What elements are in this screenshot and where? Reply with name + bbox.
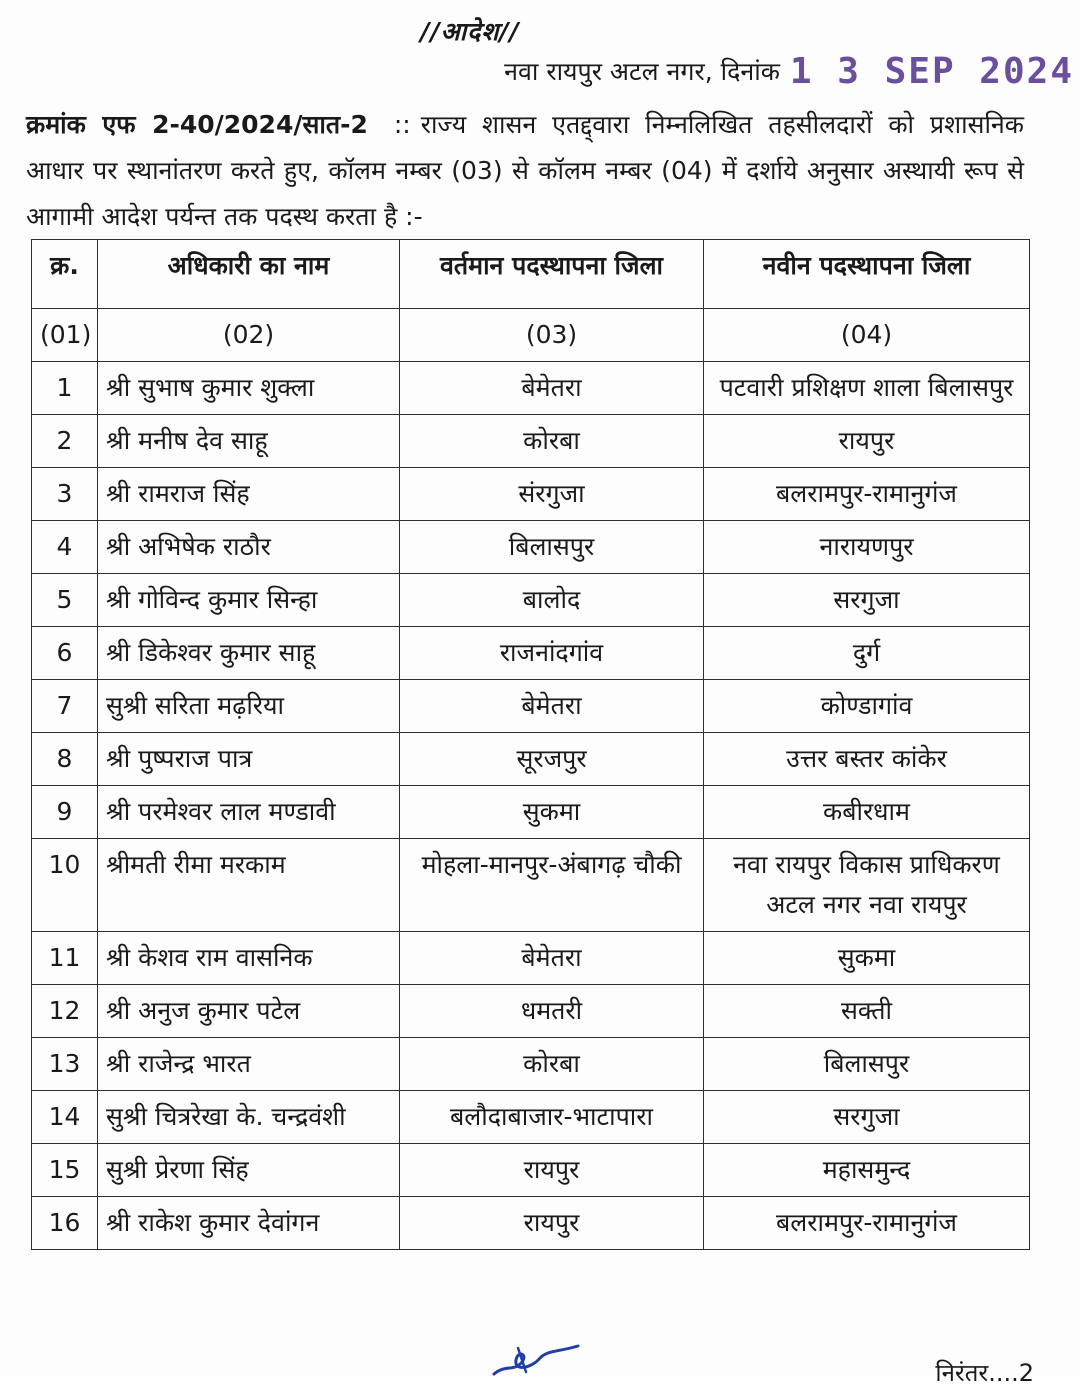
officer-name: श्री अभिषेक राठौर xyxy=(98,521,400,574)
table-row xyxy=(32,1144,1030,1197)
table-row xyxy=(32,839,1030,932)
continued-marker: निरंतर....2 xyxy=(935,1359,1034,1387)
new-district: कबीरधाम xyxy=(704,786,1030,839)
current-district: बिलासपुर xyxy=(400,521,704,574)
current-district: संरगुजा xyxy=(400,468,704,521)
new-district: पटवारी प्रशिक्षण शाला बिलासपुर xyxy=(704,362,1030,415)
table-row xyxy=(32,680,1030,733)
new-district: सरगुजा xyxy=(704,1091,1030,1144)
current-district: धमतरी xyxy=(400,985,704,1038)
table-row xyxy=(32,932,1030,985)
table-header-row xyxy=(32,240,1030,309)
column-number: (01) xyxy=(32,309,98,362)
officer-name: सुश्री चित्ररेखा के. चन्द्रवंशी xyxy=(98,1091,400,1144)
row-serial-number: 7 xyxy=(32,680,98,733)
officer-name: श्री परमेश्वर लाल मण्डावी xyxy=(98,786,400,839)
order-text: राज्य शासन एतद्द्वारा निम्नलिखित तहसीलदारों को प्रशासनिक आधार पर स्थानांतरण करते हुए, कॉलम नम्बर (03) से कॉलम नम्बर (04) में दर्शाये अनुसार अस्थायी रूप से आगामी आदेश पर्यन्त तक पदस्थ करता है :- xyxy=(26,110,1024,231)
current-district: कोरबा xyxy=(400,1038,704,1091)
new-district: सुकमा xyxy=(704,932,1030,985)
row-serial-number: 1 xyxy=(32,362,98,415)
row-serial-number: 10 xyxy=(32,839,98,932)
row-serial-number: 11 xyxy=(32,932,98,985)
row-serial-number: 4 xyxy=(32,521,98,574)
header-officer-name: अधिकारी का नाम xyxy=(98,240,400,309)
current-district: बालोद xyxy=(400,574,704,627)
officer-name: सुश्री प्रेरणा सिंह xyxy=(98,1144,400,1197)
signature-scribble xyxy=(488,1342,584,1376)
row-serial-number: 9 xyxy=(32,786,98,839)
table-row xyxy=(32,627,1030,680)
column-number-row xyxy=(32,309,1030,362)
header-current-district: वर्तमान पदस्थापना जिला xyxy=(400,240,704,309)
officer-name: श्री राजेन्द्र भारत xyxy=(98,1038,400,1091)
new-district: सरगुजा xyxy=(704,574,1030,627)
table-row xyxy=(32,521,1030,574)
table-row xyxy=(32,468,1030,521)
officer-name: श्री सुभाष कुमार शुक्ला xyxy=(98,362,400,415)
current-district: बेमेतरा xyxy=(400,680,704,733)
officer-name: श्री अनुज कुमार पटेल xyxy=(98,985,400,1038)
row-serial-number: 3 xyxy=(32,468,98,521)
officer-name: श्रीमती रीमा मरकाम xyxy=(98,839,400,932)
transfer-table xyxy=(31,239,1030,1250)
row-serial-number: 14 xyxy=(32,1091,98,1144)
column-number: (04) xyxy=(704,309,1030,362)
current-district: बलौदाबाजार-भाटापारा xyxy=(400,1091,704,1144)
new-district: नारायणपुर xyxy=(704,521,1030,574)
current-district: बेमेतरा xyxy=(400,362,704,415)
row-serial-number: 12 xyxy=(32,985,98,1038)
new-district: बलरामपुर-रामानुगंज xyxy=(704,468,1030,521)
officer-name: श्री राकेश कुमार देवांगन xyxy=(98,1197,400,1250)
place-date-line xyxy=(504,48,1074,92)
table-row xyxy=(32,786,1030,839)
row-serial-number: 2 xyxy=(32,415,98,468)
table-row xyxy=(32,733,1030,786)
officer-name: श्री रामराज सिंह xyxy=(98,468,400,521)
new-district: उत्तर बस्तर कांकेर xyxy=(704,733,1030,786)
current-district: राजनांदगांव xyxy=(400,627,704,680)
new-district: नवा रायपुर विकास प्राधिकरण अटल नगर नवा रायपुर xyxy=(704,839,1030,932)
table-row xyxy=(32,1091,1030,1144)
new-district: रायपुर xyxy=(704,415,1030,468)
current-district: रायपुर xyxy=(400,1197,704,1250)
officer-name: सुश्री सरिता मढ़रिया xyxy=(98,680,400,733)
current-district: कोरबा xyxy=(400,415,704,468)
row-serial-number: 16 xyxy=(32,1197,98,1250)
order-title: //आदेश// xyxy=(420,17,520,46)
table-row xyxy=(32,415,1030,468)
row-serial-number: 15 xyxy=(32,1144,98,1197)
new-district: कोण्डागांव xyxy=(704,680,1030,733)
current-district: सुकमा xyxy=(400,786,704,839)
new-district: बिलासपुर xyxy=(704,1038,1030,1091)
column-number: (02) xyxy=(98,309,400,362)
row-serial-number: 6 xyxy=(32,627,98,680)
current-district: बेमेतरा xyxy=(400,932,704,985)
table-row xyxy=(32,985,1030,1038)
table-row xyxy=(32,362,1030,415)
new-district: बलरामपुर-रामानुगंज xyxy=(704,1197,1030,1250)
officer-name: श्री मनीष देव साहू xyxy=(98,415,400,468)
current-district: मोहला-मानपुर-अंबागढ़ चौकी xyxy=(400,839,704,932)
officer-name: श्री डिकेश्वर कुमार साहू xyxy=(98,627,400,680)
row-serial-number: 5 xyxy=(32,574,98,627)
new-district: दुर्ग xyxy=(704,627,1030,680)
separator: :: xyxy=(393,110,411,139)
table-row xyxy=(32,1038,1030,1091)
current-district: रायपुर xyxy=(400,1144,704,1197)
date-stamp: 1 3 SEP 2024 xyxy=(789,51,1074,92)
officer-name: श्री पुष्पराज पात्र xyxy=(98,733,400,786)
header-new-district: नवीन पदस्थापना जिला xyxy=(704,240,1030,309)
table-row xyxy=(32,1197,1030,1250)
new-district: महासमुन्द xyxy=(704,1144,1030,1197)
place-text: नवा रायपुर अटल नगर, दिनांक xyxy=(504,57,780,86)
current-district: सूरजपुर xyxy=(400,733,704,786)
header-sn: क्र. xyxy=(32,240,98,309)
column-number: (03) xyxy=(400,309,704,362)
table-row xyxy=(32,574,1030,627)
row-serial-number: 8 xyxy=(32,733,98,786)
row-serial-number: 13 xyxy=(32,1038,98,1091)
officer-name: श्री गोविन्द कुमार सिन्हा xyxy=(98,574,400,627)
order-reference: क्रमांक एफ 2-40/2024/सात-2 xyxy=(26,110,368,139)
order-paragraph xyxy=(26,102,1024,240)
new-district: सक्ती xyxy=(704,985,1030,1038)
officer-name: श्री केशव राम वासनिक xyxy=(98,932,400,985)
